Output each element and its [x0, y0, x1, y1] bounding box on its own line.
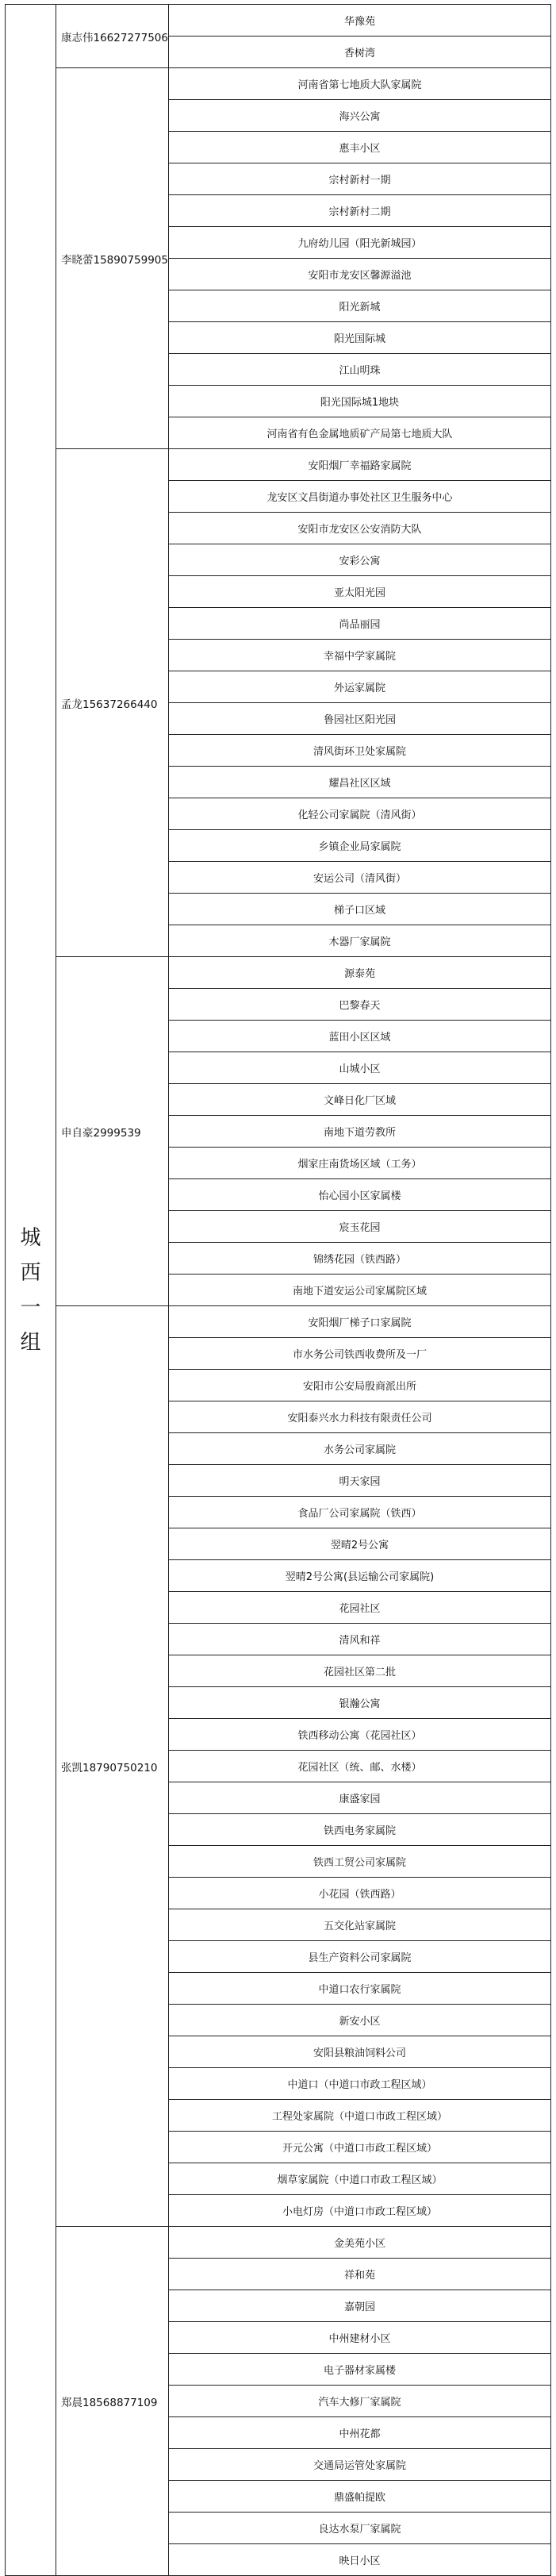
table-row — [6, 5, 551, 37]
place-cell: 开元公寓（中道口市政工程区域） — [169, 2132, 551, 2163]
place-cell: 尚品丽园 — [169, 608, 551, 640]
place-cell: 食品厂公司家属院（铁西） — [169, 1497, 551, 1528]
place-cell: 市水务公司铁西收费所及一厂 — [169, 1338, 551, 1370]
area-cell — [6, 5, 56, 2576]
place-cell: 河南省第七地质大队家属院 — [169, 68, 551, 100]
place-cell: 金美苑小区 — [169, 2227, 551, 2259]
place-cell: 宗村新村一期 — [169, 163, 551, 195]
place-cell: 中道口（中道口市政工程区域） — [169, 2068, 551, 2100]
place-cell: 水务公司家属院 — [169, 1433, 551, 1465]
place-cell: 阳光新城 — [169, 290, 551, 322]
place-cell: 南地下道安运公司家属院区域 — [169, 1275, 551, 1306]
place-cell: 银瀚公寓 — [169, 1687, 551, 1719]
person-cell: 康志伟16627277506 — [56, 5, 169, 68]
place-cell: 明天家园 — [169, 1465, 551, 1497]
table-row — [6, 1306, 551, 1338]
place-cell: 中州建材小区 — [169, 2322, 551, 2354]
place-cell: 文峰日化厂区域 — [169, 1084, 551, 1116]
place-cell: 龙安区文昌街道办事处社区卫生服务中心 — [169, 481, 551, 513]
place-cell: 汽车大修厂家属院 — [169, 2386, 551, 2417]
place-cell: 鼎盛帕提欧 — [169, 2481, 551, 2513]
place-cell: 中道口农行家属院 — [169, 1973, 551, 2005]
place-cell: 幸福中学家属院 — [169, 640, 551, 671]
place-cell: 翌晴2号公寓 — [169, 1528, 551, 1560]
place-cell: 阳光国际城1地块 — [169, 386, 551, 417]
place-cell: 县生产资料公司家属院 — [169, 1941, 551, 1973]
place-cell: 蓝田小区区域 — [169, 1021, 551, 1052]
place-cell: 梯子口区域 — [169, 894, 551, 925]
place-cell: 九府幼儿园（阳光新城园） — [169, 227, 551, 259]
table-row — [6, 2227, 551, 2259]
place-cell: 康盛家园 — [169, 1782, 551, 1814]
place-cell: 铁西工贸公司家属院 — [169, 1846, 551, 1878]
place-cell: 烟草家属院（中道口市政工程区域） — [169, 2163, 551, 2195]
place-cell: 安阳烟厂梯子口家属院 — [169, 1306, 551, 1338]
place-cell: 鲁园社区阳光园 — [169, 703, 551, 735]
place-cell: 安阳泰兴水力科技有限责任公司 — [169, 1401, 551, 1433]
place-cell: 烟家庄南货场区域（工务） — [169, 1148, 551, 1179]
place-cell: 安阳市公安局殷商派出所 — [169, 1370, 551, 1401]
place-cell: 安阳县粮油饲料公司 — [169, 2036, 551, 2068]
place-cell: 南地下道劳教所 — [169, 1116, 551, 1148]
place-cell: 惠丰小区 — [169, 132, 551, 163]
place-cell: 亚太阳光园 — [169, 576, 551, 608]
person-cell: 孟龙15637266440 — [56, 449, 169, 957]
place-cell: 嘉朝园 — [169, 2290, 551, 2322]
place-cell: 电子器材家属楼 — [169, 2354, 551, 2386]
place-cell: 锦绣花园（铁西路） — [169, 1243, 551, 1275]
place-cell: 良达水泵厂家属院 — [169, 2513, 551, 2544]
place-cell: 小花园（铁西路） — [169, 1878, 551, 1909]
assignment-table-body — [6, 5, 551, 2576]
place-cell: 五交化站家属院 — [169, 1909, 551, 1941]
place-cell: 翌晴2号公寓(县运输公司家属院) — [169, 1560, 551, 1592]
place-cell: 工程处家属院（中道口市政工程区域） — [169, 2100, 551, 2132]
place-cell: 交通局运管处家属院 — [169, 2449, 551, 2481]
place-cell: 映日小区 — [169, 2544, 551, 2576]
place-cell: 山城小区 — [169, 1052, 551, 1084]
place-cell: 安运公司（清风街） — [169, 862, 551, 894]
place-cell: 新安小区 — [169, 2005, 551, 2036]
place-cell: 香树湾 — [169, 37, 551, 68]
table-row — [6, 957, 551, 989]
place-cell: 河南省有色金属地质矿产局第七地质大队 — [169, 417, 551, 449]
place-cell: 清风街环卫处家属院 — [169, 735, 551, 767]
place-cell: 宗村新村二期 — [169, 195, 551, 227]
table-row — [6, 68, 551, 100]
place-cell: 铁西移动公寓（花园社区） — [169, 1719, 551, 1751]
place-cell: 源泰苑 — [169, 957, 551, 989]
place-cell: 安彩公寓 — [169, 544, 551, 576]
place-cell: 清风和祥 — [169, 1624, 551, 1655]
place-cell: 宸玉花园 — [169, 1211, 551, 1243]
place-cell: 花园社区第二批 — [169, 1655, 551, 1687]
place-cell: 怡心园小区家属楼 — [169, 1179, 551, 1211]
place-cell: 乡镇企业局家属院 — [169, 830, 551, 862]
place-cell: 安阳市龙安区馨源溢池 — [169, 259, 551, 290]
place-cell: 阳光国际城 — [169, 322, 551, 354]
person-cell: 张凯18790750210 — [56, 1306, 169, 2227]
place-cell: 安阳烟厂幸福路家属院 — [169, 449, 551, 481]
place-cell: 江山明珠 — [169, 354, 551, 386]
person-cell: 郑晨18568877109 — [56, 2227, 169, 2576]
place-cell: 木器厂家属院 — [169, 925, 551, 957]
place-cell: 小电灯房（中道口市政工程区域） — [169, 2195, 551, 2227]
place-cell: 外运家属院 — [169, 671, 551, 703]
place-cell: 铁西电务家属院 — [169, 1814, 551, 1846]
person-cell: 李晓蕾15890759905 — [56, 68, 169, 449]
place-cell: 海兴公寓 — [169, 100, 551, 132]
place-cell: 花园社区 — [169, 1592, 551, 1624]
place-cell: 化轻公司家属院（清风街） — [169, 798, 551, 830]
place-cell: 中州花都 — [169, 2417, 551, 2449]
area-label: 城西一组 — [20, 1225, 41, 1355]
assignment-table — [5, 4, 551, 2576]
place-cell: 祥和苑 — [169, 2259, 551, 2290]
person-cell: 申自豪2999539 — [56, 957, 169, 1306]
place-cell: 花园社区（统、邮、水楼） — [169, 1751, 551, 1782]
table-row — [6, 449, 551, 481]
place-cell: 耀昌社区区域 — [169, 767, 551, 798]
place-cell: 巴黎春天 — [169, 989, 551, 1021]
place-cell: 华豫苑 — [169, 5, 551, 37]
place-cell: 安阳市龙安区公安消防大队 — [169, 513, 551, 544]
